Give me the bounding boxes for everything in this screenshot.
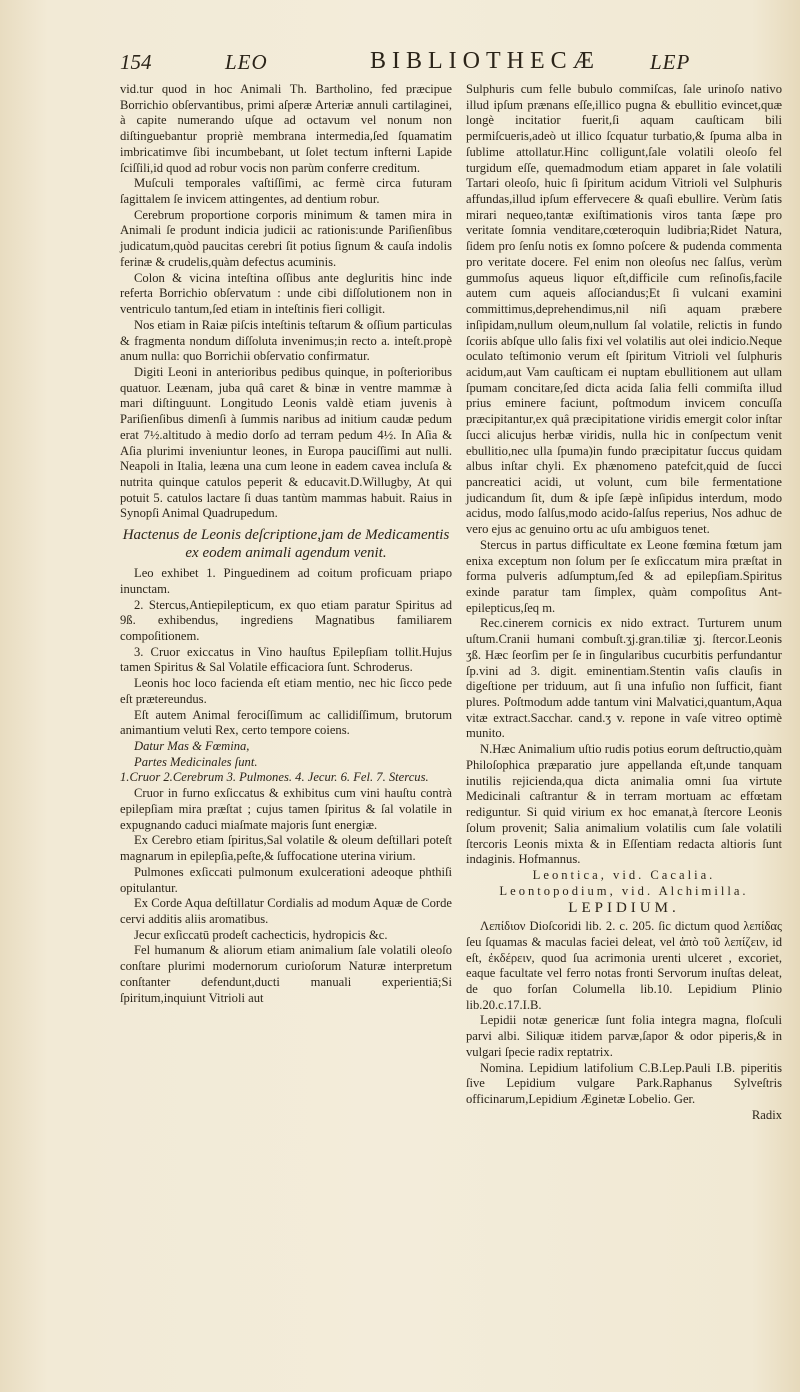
left-column-paragraph: Cerebrum proportione corporis minimum & tamen mira in Animali ſe produnt indicia judicii ac rationis:unde Pariſienſibus judicatum,quòd paucitas cerebri ſit potius ſignum & cauſa indolis ferinæ & crudelis,quàm defectus acuminis. bbox=[120, 207, 452, 269]
right-column-paragraph: Λεπίδιον Dioſcoridi lib. 2. c. 205. ſic dictum quod λεπίδας ſeu ſquamas & maculas faciei deleat, vel ἀπὸ τοῦ λεπίζειν, id eſt, ἐκδέρειν, quod ſua acrimonia urenti ulceret , excoriet, eaque facultate vel ferro notas fronti Servorum inuſtas deleat, de quo forſan Columella lib.10. Lepidium Plinio lib.20.c.17.I.B. bbox=[466, 919, 782, 1012]
right-running-head: LEP bbox=[650, 50, 691, 74]
left-column-paragraph: Digiti Leoni in anterioribus pedibus quinque, in poſterioribus quatuor. Leænam, juba quâ caret & binæ in ventre mammæ à mari diſtinguunt. Longitudo Leonis valdè etiam juvenis à Pariſienſibus dimenſi à ſummis naribus ad initium caudæ pedum erat 7½.altitudo à medio dorſo ad terram pedum 4½. In Aſia & Aſia plurimi inveniuntur leones, in Europa pauciſſimi aut nulli. Neapoli in Italia, leæna una cum leone in eadem cavea incluſa & nutrita quinque catulos peperit & educavit.D.Willugby, At qui potuit 5. catulos lactare ſi duas tantùm mammas habuit. Raius in Synopſi Animal Quadrupedum. bbox=[120, 364, 452, 521]
left-column-paragraph: Leonis hoc loco facienda eſt etiam mentio, nec hic ſicco pede eſt prætereundus. bbox=[120, 676, 452, 706]
right-column-paragraph: N.Hæc Animalium uſtio rudis potius eorum deſtructio,quàm Philoſophica præparatio jure appellanda eſt,unde tanquam inutilis rejicienda,qua dicta animalia omni ſua virtute Medicinali caſtrantur & in terram mortuam ac effœtam rediguntur. Si quid virium ex hoc emanat,à ſtercore Leonis ſolum provenit; Salia animalium volatilis cum ſale volatili ſtercoris Leonis mixta & in Eſſentiam redacta altioris ſunt indaginis. Hofmannus. bbox=[466, 742, 782, 867]
left-column-paragraph: Pulmones exſiccati pulmonum exulcerationi adeoque phthiſi opitulantur. bbox=[120, 864, 452, 895]
book-title: BIBLIOTHECÆ bbox=[370, 48, 600, 74]
page-number: 154 bbox=[120, 50, 152, 74]
left-column-paragraph: Cruor in furno exſiccatus & exhibitus cum vini hauſtu contrà epilepſiam mira præſtat ; cujus tamen ſpiritus & ſal volatile in expugnando caduci miaſmate majoris ſunt energiæ. bbox=[120, 786, 452, 832]
left-column-paragraph: 1.Cruor 2.Cerebrum 3. Pulmones. 4. Jecur. 6. Fel. 7. Stercus. bbox=[120, 770, 429, 785]
right-column-paragraph: Sulphuris cum felle bubulo commiſcas, ſale urinoſo nativo illud ipſum prænans eſſe,illico pugna & ebullitio evincet,quæ longè incitatior fuerit,ſi aquam cauſticam bili permiſcueris,adeò ut illico ſcquatur turbatio,& ſpuma alba in ſublime attollatur.Hinc colligunt,ſale volatili oleoſo fel turgidum eſſe, quemadmodum etiam apparet in ſale volatili Tartari oleoſo, huic ſi ſpiritum acidum Vitrioli vel Sulphuris affundas,illud ipſum effervecere & quaſi ebullire. Verùm ſatis mirari nequeo,tantæ exiſtimationis viros tanta ſæpe pro veritate ſomnia venditare,cœteroquin ludibria;Ridet Natura, ſidem pro ſenſu notis ex ſomno poſcere & pudenda commenta pro veritate docere. Fel enim non oleoſus nec ſalſus, verùm gummoſus aqueus liquor eſt,difficile cum reſinoſis,facile autem cum aqueis aſſociandus;Et ſi vulcani examini committimus,deprehendimus,nil niſi aquam præbere inſipidam,nullum oleum,nullum ſal volatile, relictis in fundo ſcoriis abſque ullo ſalis fixi vel volatilis aut olei indicio.Neque oculato teſtimonio verum eſt ſpiritum Vitrioli vel ſulphuris acidum,aut Vam cauſticam ei nuptam ebullitionem aut ullam ſpumam concitare,ſed dicta acida ſalia felli commiſta illud prius eminere faciunt, poſtmodum invicem concuſſa præcipitantur,ex quâ præcipitatione viridis emergit color inſtar ſucci alicujus herbæ viridis, nulla hic in conſpectum venit ebullitio,nec ulla ſpuma)in fundo præcipitatur ſuccus quidam albus inſtar chyli. Ex phænomeno patefcit,quid de ſucci pancreatici acidi, ut volunt, cum bile fermentatione judicandum ſit, dum & ipſe ſæpè inſipidus interdum, modo acidus, modo ſalſus,modo acido-ſalſus reperius, Nos adhuc de vero ejus ac genuino ortu ac uſu ambiguos tenet. bbox=[466, 82, 782, 537]
right-column-paragraph: Rec.cinerem cornicis ex nido extract. Turturem unum uſtum.Cranii humani combuſt.ʒj.gran.tiliæ ʒj. ſtercor.Leonis ʒß. Hæc ſeorſim per ſe in ſingularibus cucurbitis perfundantur ſp.vini ad 3. digit. eminentiam.Stentin vaſis clauſis in digeſtione per triduum, aut ſi una infuſio non ſufficit, fiant plures. Poſtmodum adde tantum vini Malvatici,quantum,Aqua vitæ extract.Sacchar. cand.ʒ v. repone in vaſe vitreo optimè munito. bbox=[466, 616, 782, 741]
left-column-paragraph: Muſculi temporales vaſtiſſimi, ac fermè circa futuram ſagittalem ſe invicem attingentes, ad dentium robur. bbox=[120, 176, 452, 207]
left-column-paragraph: Ex Cerebro etiam ſpiritus,Sal volatile & oleum deſtillari poteſt magnarum in epilepſia,peſte,& ſuffocatione uterina virium. bbox=[120, 833, 452, 864]
right-column-paragraph: LEPIDIUM. bbox=[568, 900, 680, 917]
left-column-paragraph: Partes Medicinales ſunt. bbox=[134, 754, 258, 769]
right-text-column bbox=[466, 82, 782, 1123]
left-column-paragraph: Fel humanum & aliorum etiam animalium ſale volatili oleoſo conſtare plurimi modernorum curioſorum Naturæ interpretum conſtanter defendunt,ducti manuali experientiā;Si ſpiritum,inquiunt Vitrioli aut bbox=[120, 943, 452, 1005]
right-column-paragraph: Lepidii notæ genericæ ſunt folia integra magna, floſculi parvi albi. Siliquæ itidem parvæ,ſapor & odor piperis,& in vulgari ſpecie radix reptatrix. bbox=[466, 1013, 782, 1059]
right-column-paragraph: Leontopodium, vid. Alchimilla. bbox=[499, 883, 749, 898]
running-header bbox=[120, 48, 760, 80]
right-column-paragraph: Nomina. Lepidium latifolium C.B.Lep.Pauli I.B. piperitis ſive Lepidium vulgare Park.Raphanus Sylveſtris officinarum,Lepidium Æginetæ Lobelio. Ger. bbox=[466, 1060, 782, 1106]
left-column-paragraph: Hactenus de Leonis deſcriptione,jam de Medicamentis ex eodem animali agendum venit. bbox=[122, 527, 450, 562]
left-running-head: LEO bbox=[225, 50, 268, 74]
left-column-paragraph: 3. Cruor exiccatus in Vino hauſtus Epilepſiam tollit.Hujus tamen Spiritus & Sal Volatile efficaciora ſunt. Schroderus. bbox=[120, 644, 452, 675]
left-column-paragraph: Leo exhibet 1. Pinguedinem ad coitum proficuam priapo inunctam. bbox=[120, 566, 452, 596]
right-column-paragraph: Leontica, vid. Cacalia. bbox=[532, 867, 716, 882]
left-column-paragraph: vid.tur quod in hoc Animali Th. Bartholino, fed præcipue Borrichio obſervantibus, primi aſperæ Arteriæ annuli cartilaginei, à capite numerando uſque ad octavum vel nonum non diſtinguebantur propriè membrana intermedia,ſed ſquamatim imbricatimve ſibi incumbebant, ut ſolet tectum infterni Lapide ſciſſili,id quod ad robur vocis non parùm conferre creditum. bbox=[120, 82, 452, 175]
left-column-paragraph: Datur Mas & Fœmina, bbox=[134, 739, 250, 754]
left-column-paragraph: Jecur exſiccatū prodeſt cachecticis, hydropicis &c. bbox=[134, 927, 388, 942]
left-column-paragraph: 2. Stercus,Antiepilepticum, ex quo etiam paratur Spiritus ad 9ß. exhibendus, ingrediens Magnatibus familiarem compoſitionem. bbox=[120, 597, 452, 643]
left-column-paragraph: Nos etiam in Raiæ piſcis inteſtinis teſtarum & oſſium particulas & fragmenta nondum diſſoluta invenimus;in recto a. inteſt.propè anum nulla: quo Borrichii obſervatio confirmatur. bbox=[120, 317, 452, 364]
right-column-paragraph: Stercus in partus difficultate ex Leone fœmina fœtum jam enixa exceptum non ſolum per ſe exſiccatum mira præſtat in forma pulveris adſumptum,ſed & ad epilepſiam.Spiritus exinde paratur tam ſimplex, quàm compoſitus Ant-epilepticus,ſeq m. bbox=[466, 537, 782, 615]
right-column-paragraph: Radix bbox=[751, 1107, 782, 1122]
left-text-column bbox=[120, 82, 452, 1006]
left-column-paragraph: Ex Corde Aqua deſtillatur Cordialis ad modum Aquæ de Corde cervi additis aliis aromatibus. bbox=[120, 896, 452, 926]
left-column-paragraph: Eſt autem Animal ferociſſimum ac callidiſſimum, brutorum animantium veluti Rex, certo tempore coiens. bbox=[120, 707, 452, 738]
left-column-paragraph: Colon & vicina inteſtina oſſibus ante degluritis hinc inde referta Borrichio obſervatum : unde cibi diſſolutionem non in ventriculo tantum,ſed etiam in inteſtinis fieri colligit. bbox=[120, 270, 452, 317]
